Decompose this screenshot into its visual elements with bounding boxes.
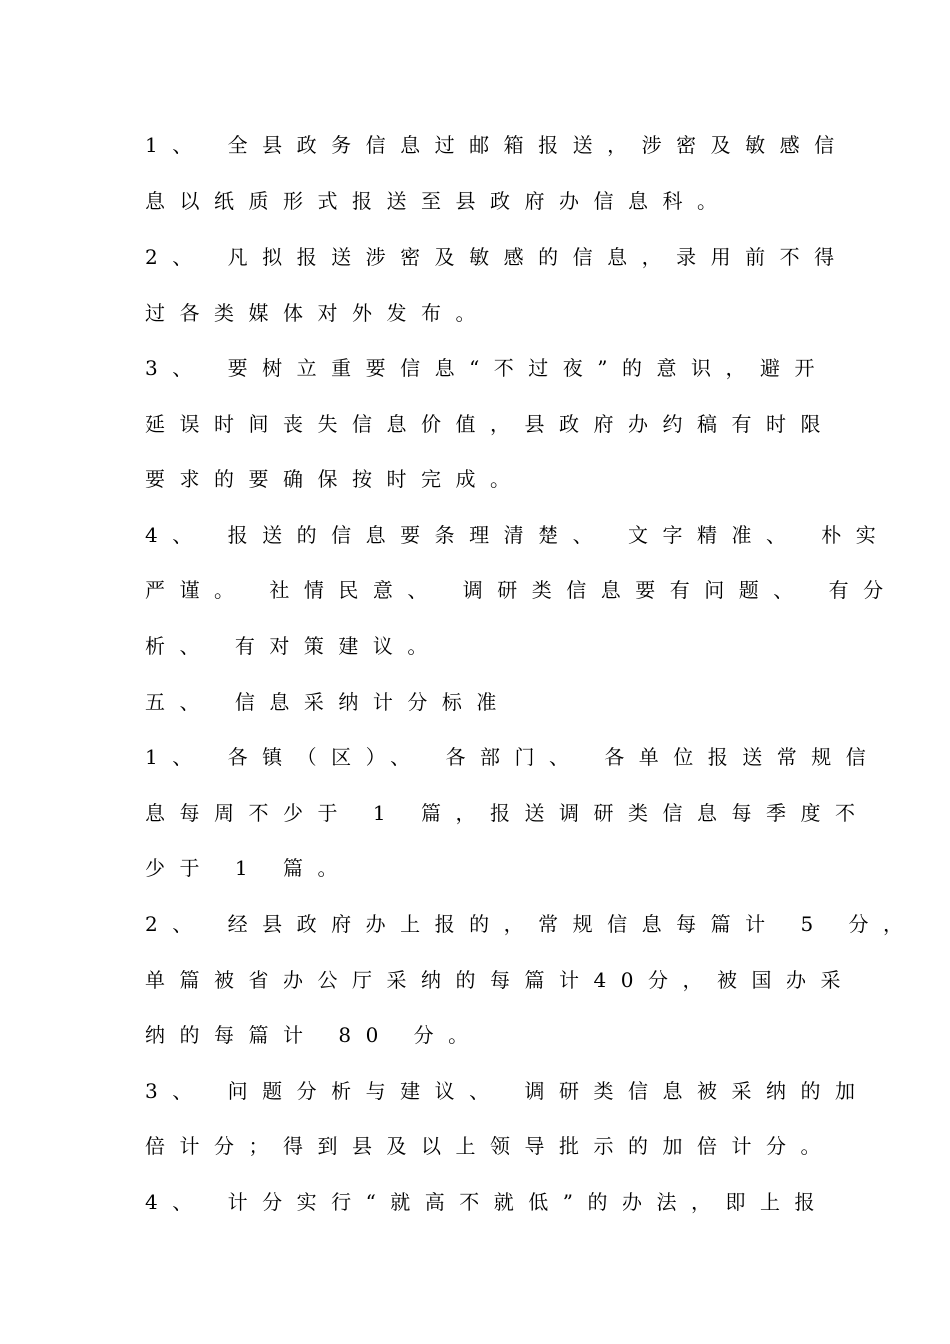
text-line: 1、 各镇（区）、 各部门、 各单位报送常规信: [145, 745, 881, 769]
text-line: 析、 有对策建议。: [145, 634, 442, 658]
text-line: 3、 要树立重要信息“不过夜”的意识，避开: [145, 356, 830, 380]
text-line: 少于 1 篇。: [145, 856, 352, 880]
text-line: 1、 全县政务信息过邮箱报送，涉密及敏感信: [145, 133, 849, 157]
text-line: 纳的每篇计 80 分。: [145, 1023, 483, 1047]
text-line: 严谨。 社情民意、 调研类信息要有问题、 有分: [145, 578, 898, 602]
text-line: 2、 经县政府办上报的，常规信息每篇计 5 分，: [145, 912, 918, 936]
text-line: 3、 问题分析与建议、 调研类信息被采纳的加: [145, 1079, 870, 1103]
text-line: 息每周不少于 1 篇，报送调研类信息每季度不: [145, 801, 870, 825]
text-line: 倍计分；得到县及以上领导批示的加倍计分。: [145, 1134, 835, 1158]
text-line: 单篇被省办公厅采纳的每篇计40分，被国办采: [145, 968, 855, 992]
text-line: 过各类媒体对外发布。: [145, 301, 490, 325]
text-line: 2、 凡拟报送涉密及敏感的信息，录用前不得: [145, 245, 849, 269]
text-line: 4、 报送的信息要条理清楚、 文字精准、 朴实: [145, 523, 891, 547]
text-line: 延误时间丧失信息价值，县政府办约稿有时限: [145, 412, 835, 436]
text-line: 息以纸质形式报送至县政府办信息科。: [145, 189, 732, 213]
text-line: 4、 计分实行“就高不就低”的办法，即上报: [145, 1190, 830, 1214]
section-heading: 五、 信息采纳计分标准: [145, 690, 511, 714]
text-line: 要求的要确保按时完成。: [145, 467, 525, 491]
